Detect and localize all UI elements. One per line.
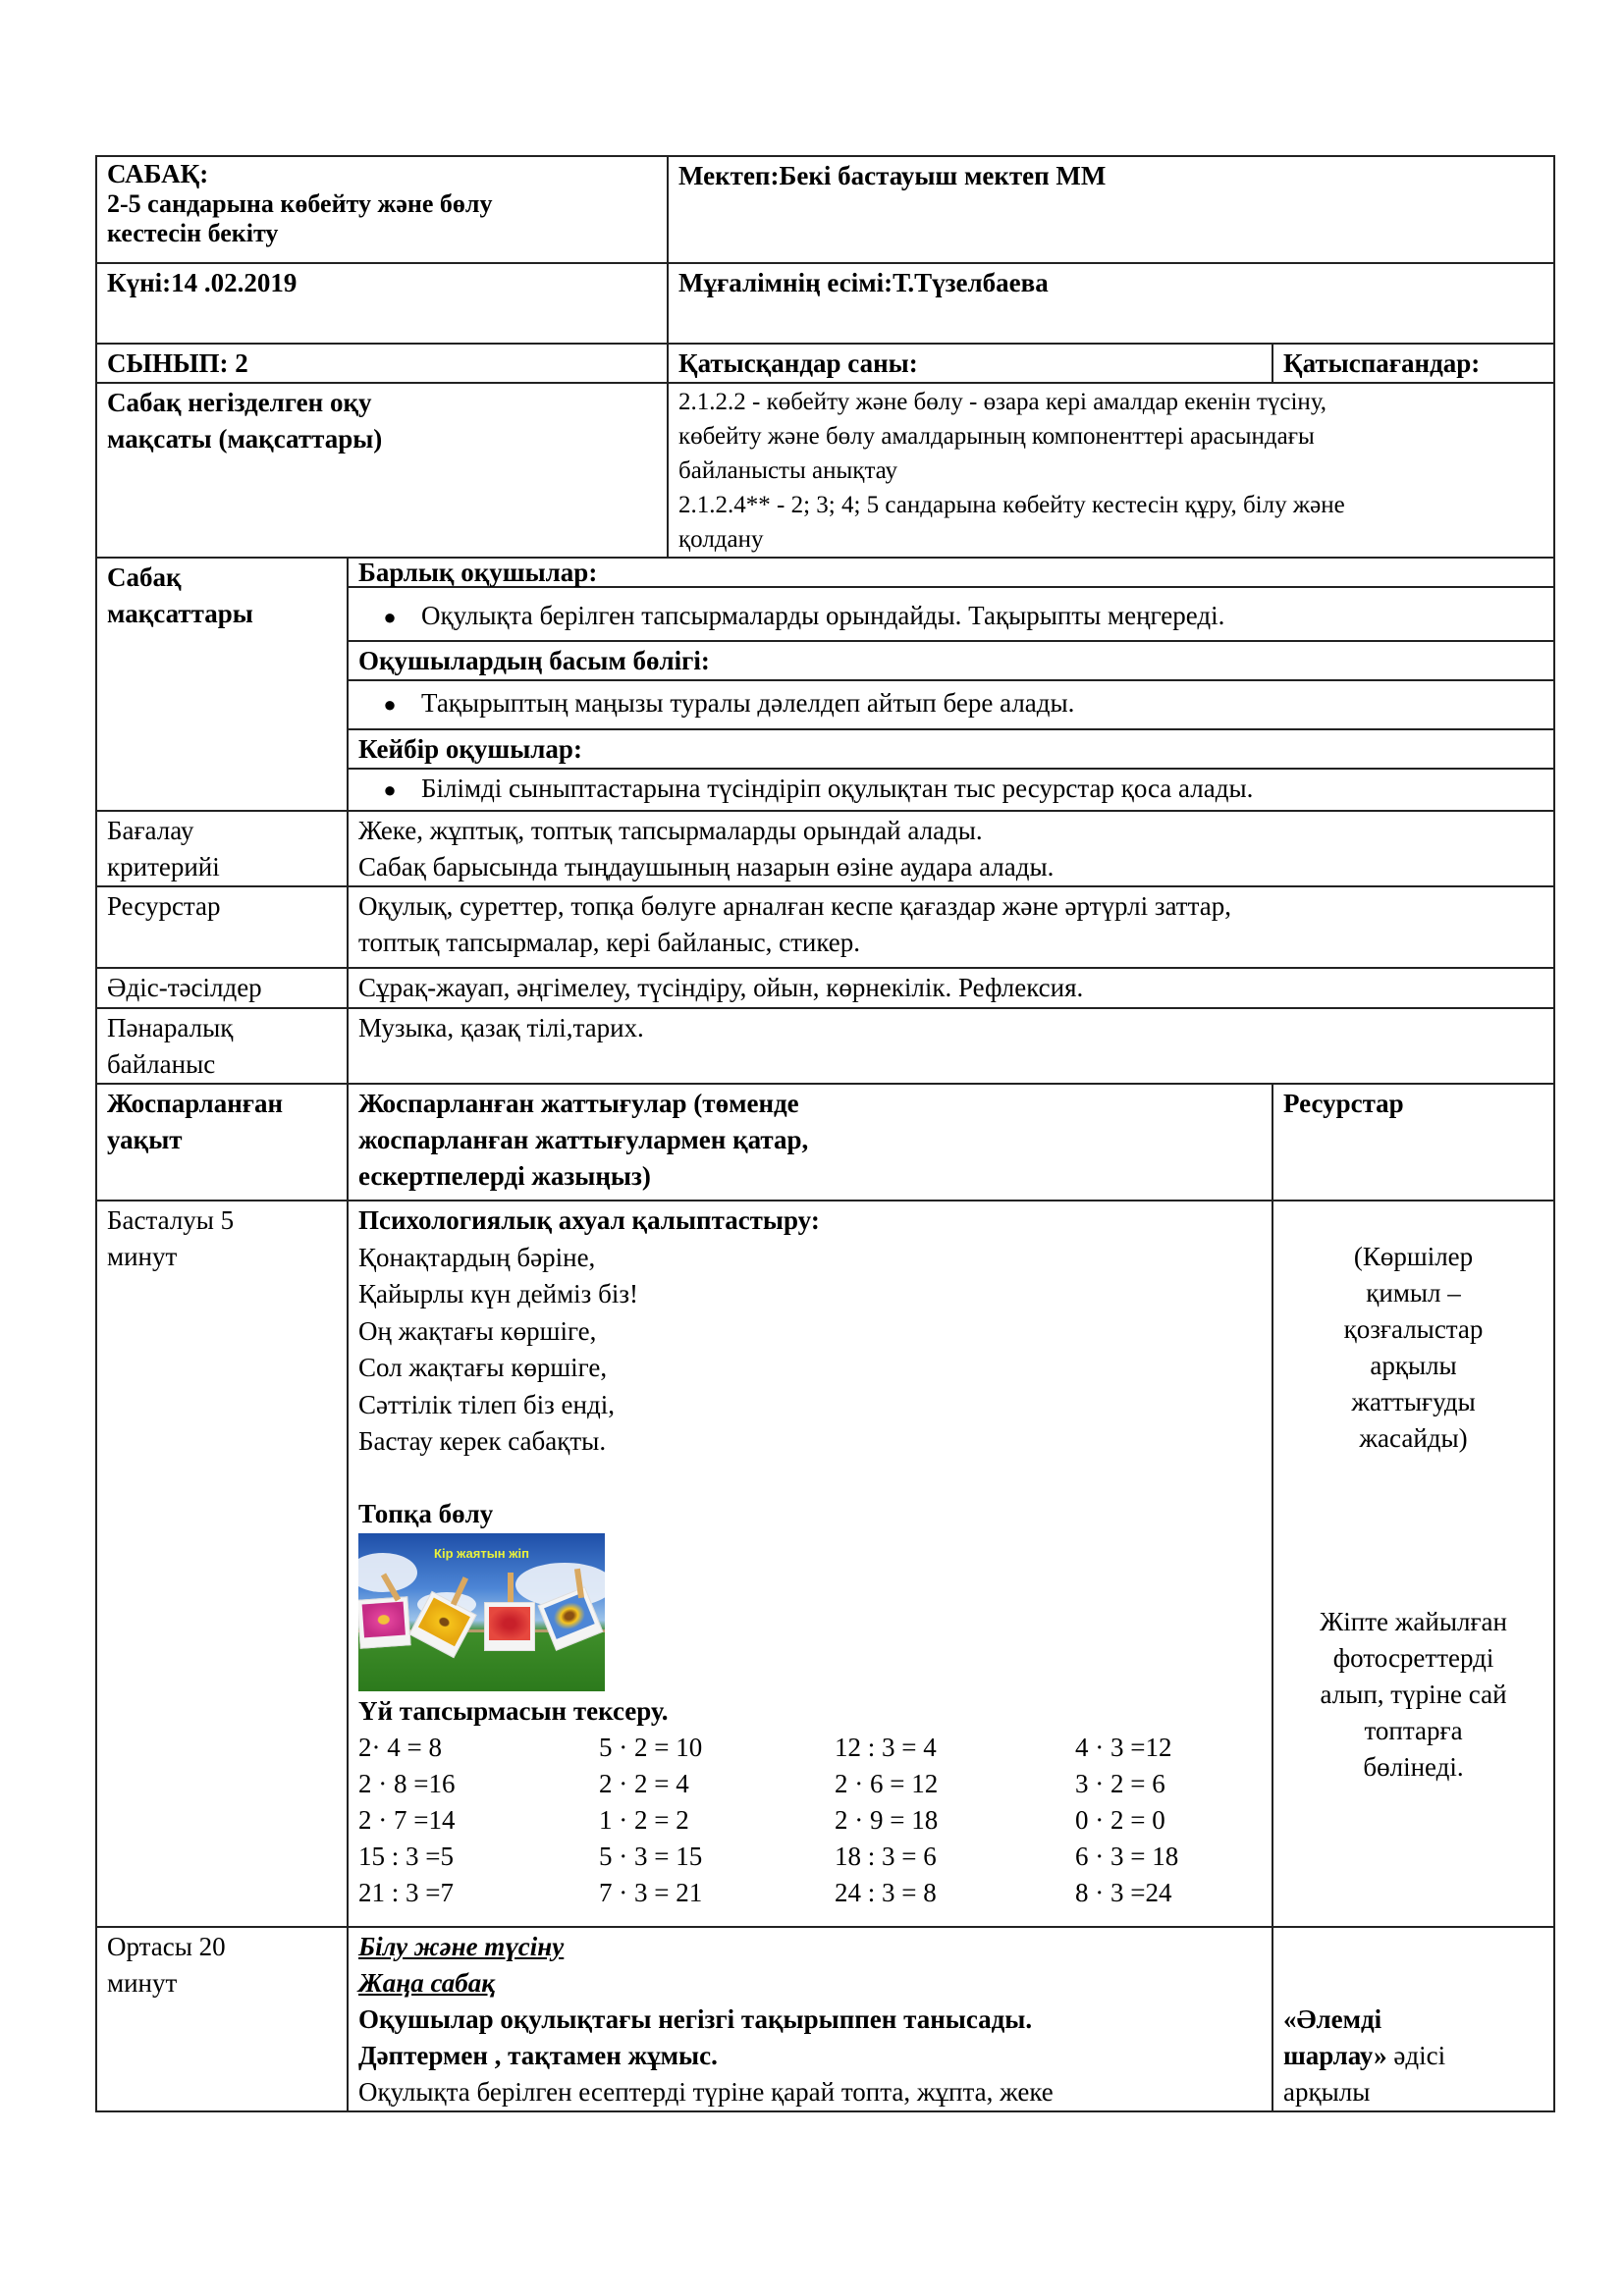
grouping-note — [1283, 1604, 1543, 1786]
info-value — [348, 1008, 1554, 1084]
bullet-icon: ● — [383, 777, 397, 802]
poem-line: Қайырлы күн дейміз біз! — [358, 1279, 638, 1308]
bullet-icon: ● — [383, 605, 397, 629]
calc-item: 2 · 7 =14 — [358, 1805, 456, 1835]
calc-item: 2 · 6 = 12 — [835, 1769, 939, 1798]
info-value — [348, 886, 1554, 968]
calc-item: 2· 4 = 8 — [358, 1733, 442, 1762]
text-line: шарлау» — [1283, 2041, 1387, 2070]
calc-item: 15 : 3 =5 — [358, 1842, 454, 1871]
text-line: Музыка, қазақ тілі,тарих. — [358, 1013, 644, 1042]
text-line: Жеке, жұптық, топтық тапсырмаларды орындай алады. — [358, 816, 983, 845]
calc-item: 2 · 9 = 18 — [835, 1805, 939, 1835]
calc-item: 1 · 2 = 2 — [599, 1805, 689, 1835]
text-line: Жоспарланған жаттығулар (төменде — [358, 1089, 799, 1118]
text-line: топтарға — [1364, 1716, 1463, 1745]
text-line: Ресурстар — [107, 891, 221, 921]
goal-item — [348, 587, 1554, 641]
calc-item: 3 · 2 = 6 — [1075, 1769, 1165, 1798]
goal-item — [348, 769, 1554, 811]
clothesline-photo-image — [358, 1533, 605, 1691]
poem-line: Сол жақтағы көршіге, — [358, 1353, 608, 1382]
objective-line: қолдану — [678, 526, 764, 553]
calc-item: 12 : 3 = 4 — [835, 1733, 937, 1762]
text-line: қозғалыстар — [1343, 1314, 1484, 1344]
date-cell: Күні:14 .02.2019 — [96, 263, 668, 344]
goal-item-text: Оқулықта берілген тапсырмаларды орындайды. Тақырыпты меңгереді. — [421, 601, 1225, 630]
info-label — [96, 1008, 348, 1084]
activity-line: Дәптермен , тақтамен жұмыс. — [358, 2041, 718, 2070]
text-line: Басталуы 5 — [107, 1205, 235, 1235]
learning-objectives-text — [668, 383, 1554, 558]
text-line: арқылы — [1283, 2077, 1371, 2107]
goal-group-heading: Оқушылардың басым бөлігі: — [348, 641, 1554, 680]
objective-line: байланысты анықтау — [678, 457, 898, 484]
calc-item: 4 · 3 =12 — [1075, 1733, 1172, 1762]
learning-objectives-label — [96, 383, 668, 558]
stage-time — [96, 1201, 348, 1927]
goal-item-text: Білімді сыныптастарына түсіндіріп оқулықтан тыс ресурстар қоса алады. — [421, 774, 1254, 803]
text-line: жоспарланған жаттығулармен қатар, — [358, 1125, 809, 1154]
stage-start-resources — [1272, 1201, 1554, 1927]
text-line: әдісі — [1386, 2041, 1446, 2070]
present-count-cell: Қатысқандар саны: — [668, 344, 1272, 383]
info-label — [96, 968, 348, 1008]
text-line: Бағалау — [107, 816, 194, 845]
stage-start-row — [96, 1201, 1554, 1927]
objective-line: көбейту және бөлу амалдарының компоненттері арасындағы — [678, 423, 1315, 450]
text-line: қимыл – — [1366, 1278, 1461, 1308]
info-label — [96, 811, 348, 886]
label-line: мақсаты (мақсаттары) — [107, 424, 383, 454]
group-division-heading: Топқа бөлу — [358, 1498, 494, 1528]
calc-item: 21 : 3 =7 — [358, 1878, 454, 1907]
text-line: Жіпте жайылған — [1320, 1607, 1507, 1636]
homework-heading: Үй тапсырмасын тексеру. — [358, 1695, 669, 1726]
label-line: Сабақ негізделген оқу — [107, 388, 372, 417]
stage-middle-row — [96, 1927, 1554, 2111]
bullet-icon: ● — [383, 692, 397, 717]
text-line: (Көршілер — [1353, 1242, 1474, 1271]
calc-item: 0 · 2 = 0 — [1075, 1805, 1165, 1835]
calc-item: 2 · 2 = 4 — [599, 1769, 689, 1798]
text-line: жаттығуды — [1351, 1387, 1476, 1416]
calc-item: 5 · 3 = 15 — [599, 1842, 703, 1871]
calc-item: 2 · 8 =16 — [358, 1769, 456, 1798]
school-cell: Мектеп:Бекі бастауыш мектеп ММ — [668, 156, 1554, 263]
plan-activities-header — [348, 1084, 1272, 1201]
goals-row — [96, 558, 1554, 587]
text-line: байланыс — [107, 1049, 216, 1079]
calc-item: 6 · 3 = 18 — [1075, 1842, 1179, 1871]
text-line: Ортасы 20 — [107, 1932, 226, 1961]
plan-header-row — [96, 1084, 1554, 1201]
goal-item — [348, 680, 1554, 729]
section-new-lesson: Жаңа сабақ — [358, 1968, 495, 1998]
poem-line: Бастау керек сабақты. — [358, 1426, 607, 1456]
calc-item: 5 · 2 = 10 — [599, 1733, 703, 1762]
lesson-goals-label — [96, 558, 348, 811]
text-line: бөлінеді. — [1363, 1752, 1464, 1782]
learning-objectives-row — [96, 383, 1554, 558]
lesson-plan-document — [95, 155, 1553, 2112]
teacher-cell: Мұғалімнің есімі:Т.Түзелбаева — [668, 263, 1554, 344]
plan-resources-header: Ресурстар — [1272, 1084, 1554, 1201]
homework-calculations — [358, 1730, 1262, 1911]
calc-item: 7 · 3 = 21 — [599, 1878, 703, 1907]
text-line: минут — [107, 1242, 178, 1271]
text-line: Сабақ барысында тыңдаушының назарын өзіне аудара алады. — [358, 852, 1055, 881]
psych-heading: Психологиялық ахуал қалыптастыру: — [358, 1205, 820, 1235]
text-line: алып, түріне сай — [1320, 1680, 1507, 1709]
label-line: мақсаттары — [107, 599, 253, 628]
goal-item-text: Тақырыптың маңызы туралы дәлелдеп айтып бере алады. — [421, 688, 1075, 718]
stage-activities — [348, 1927, 1272, 2111]
poem-line: Қонақтардың бәріне, — [358, 1242, 596, 1272]
resources-row — [96, 886, 1554, 968]
poem-line: Оң жақтағы көршіге, — [358, 1315, 597, 1346]
section-knowledge: Білу және түсіну — [358, 1932, 565, 1961]
text-line: «Әлемді — [1283, 2004, 1382, 2034]
methods-row — [96, 968, 1554, 1008]
label-line: Сабақ — [107, 562, 182, 592]
info-value — [348, 811, 1554, 886]
absent-count-cell: Қатыспағандар: — [1272, 344, 1554, 383]
interdisciplinary-row — [96, 1008, 1554, 1084]
stage-middle-resources — [1272, 1927, 1554, 2111]
text-line: Сұрақ-жауап, әңгімелеу, түсіндіру, ойын, көрнекілік. Рефлексия. — [358, 973, 1084, 1002]
goal-group-heading: Барлық оқушылар: — [348, 558, 1554, 587]
text-line: ескертпелерді жазыңыз) — [358, 1161, 651, 1191]
activity-line: Оқушылар оқулықтағы негізгі тақырыппен танысады. — [358, 2004, 1033, 2034]
text-line: жасайды) — [1359, 1423, 1468, 1453]
lesson-title-row — [96, 156, 1554, 263]
lesson-label: САБАҚ: — [107, 159, 209, 188]
stage-activities — [348, 1201, 1272, 1927]
lesson-plan-table — [95, 155, 1555, 2112]
text-line: Оқулық, суреттер, топқа бөлуге арналған кеспе қағаздар және әртүрлі заттар, — [358, 891, 1231, 921]
text-line: фотосреттерді — [1332, 1643, 1494, 1673]
neighbors-note — [1283, 1239, 1543, 1457]
lesson-topic — [107, 189, 657, 248]
text-line: Пәнаралық — [107, 1013, 234, 1042]
lesson-cell — [96, 156, 668, 263]
goal-group-heading: Кейбір оқушылар: — [348, 729, 1554, 769]
date-row — [96, 263, 1554, 344]
plan-time-header — [96, 1084, 348, 1201]
lesson-topic-line: 2-5 сандарына көбейту және бөлу — [107, 189, 493, 218]
assessment-row — [96, 811, 1554, 886]
objective-line: 2.1.2.4** - 2; 3; 4; 5 сандарына көбейту кестесін құру, білу және — [678, 492, 1345, 518]
text-line: топтық тапсырмалар, кері байланыс, стикер. — [358, 928, 860, 957]
text-line: Әдіс-тәсілдер — [107, 973, 262, 1002]
text-line: арқылы — [1370, 1351, 1457, 1380]
text-line: критерийі — [107, 852, 220, 881]
lesson-topic-line: кестесін бекіту — [107, 219, 279, 247]
text-line: уақыт — [107, 1125, 183, 1154]
stage-time — [96, 1927, 348, 2111]
calc-item: 8 · 3 =24 — [1075, 1878, 1172, 1907]
calc-item: 18 : 3 = 6 — [835, 1842, 937, 1871]
grade-cell: СЫНЫП: 2 — [96, 344, 668, 383]
activity-line: Оқулықта берілген есептерді түріне қарай топта, жұпта, жеке — [358, 2077, 1054, 2107]
info-label — [96, 886, 348, 968]
poem-line: Сәттілік тілеп біз енді, — [358, 1389, 615, 1419]
calc-item: 24 : 3 = 8 — [835, 1878, 937, 1907]
objective-line: 2.1.2.2 - көбейту және бөлу - өзара кері амалдар екенін түсіну, — [678, 389, 1327, 415]
grade-row — [96, 344, 1554, 383]
text-line: минут — [107, 1968, 178, 1998]
text-line: Жоспарланған — [107, 1089, 284, 1118]
info-value — [348, 968, 1554, 1008]
image-caption: Кір жаятын жіп — [434, 1545, 529, 1561]
